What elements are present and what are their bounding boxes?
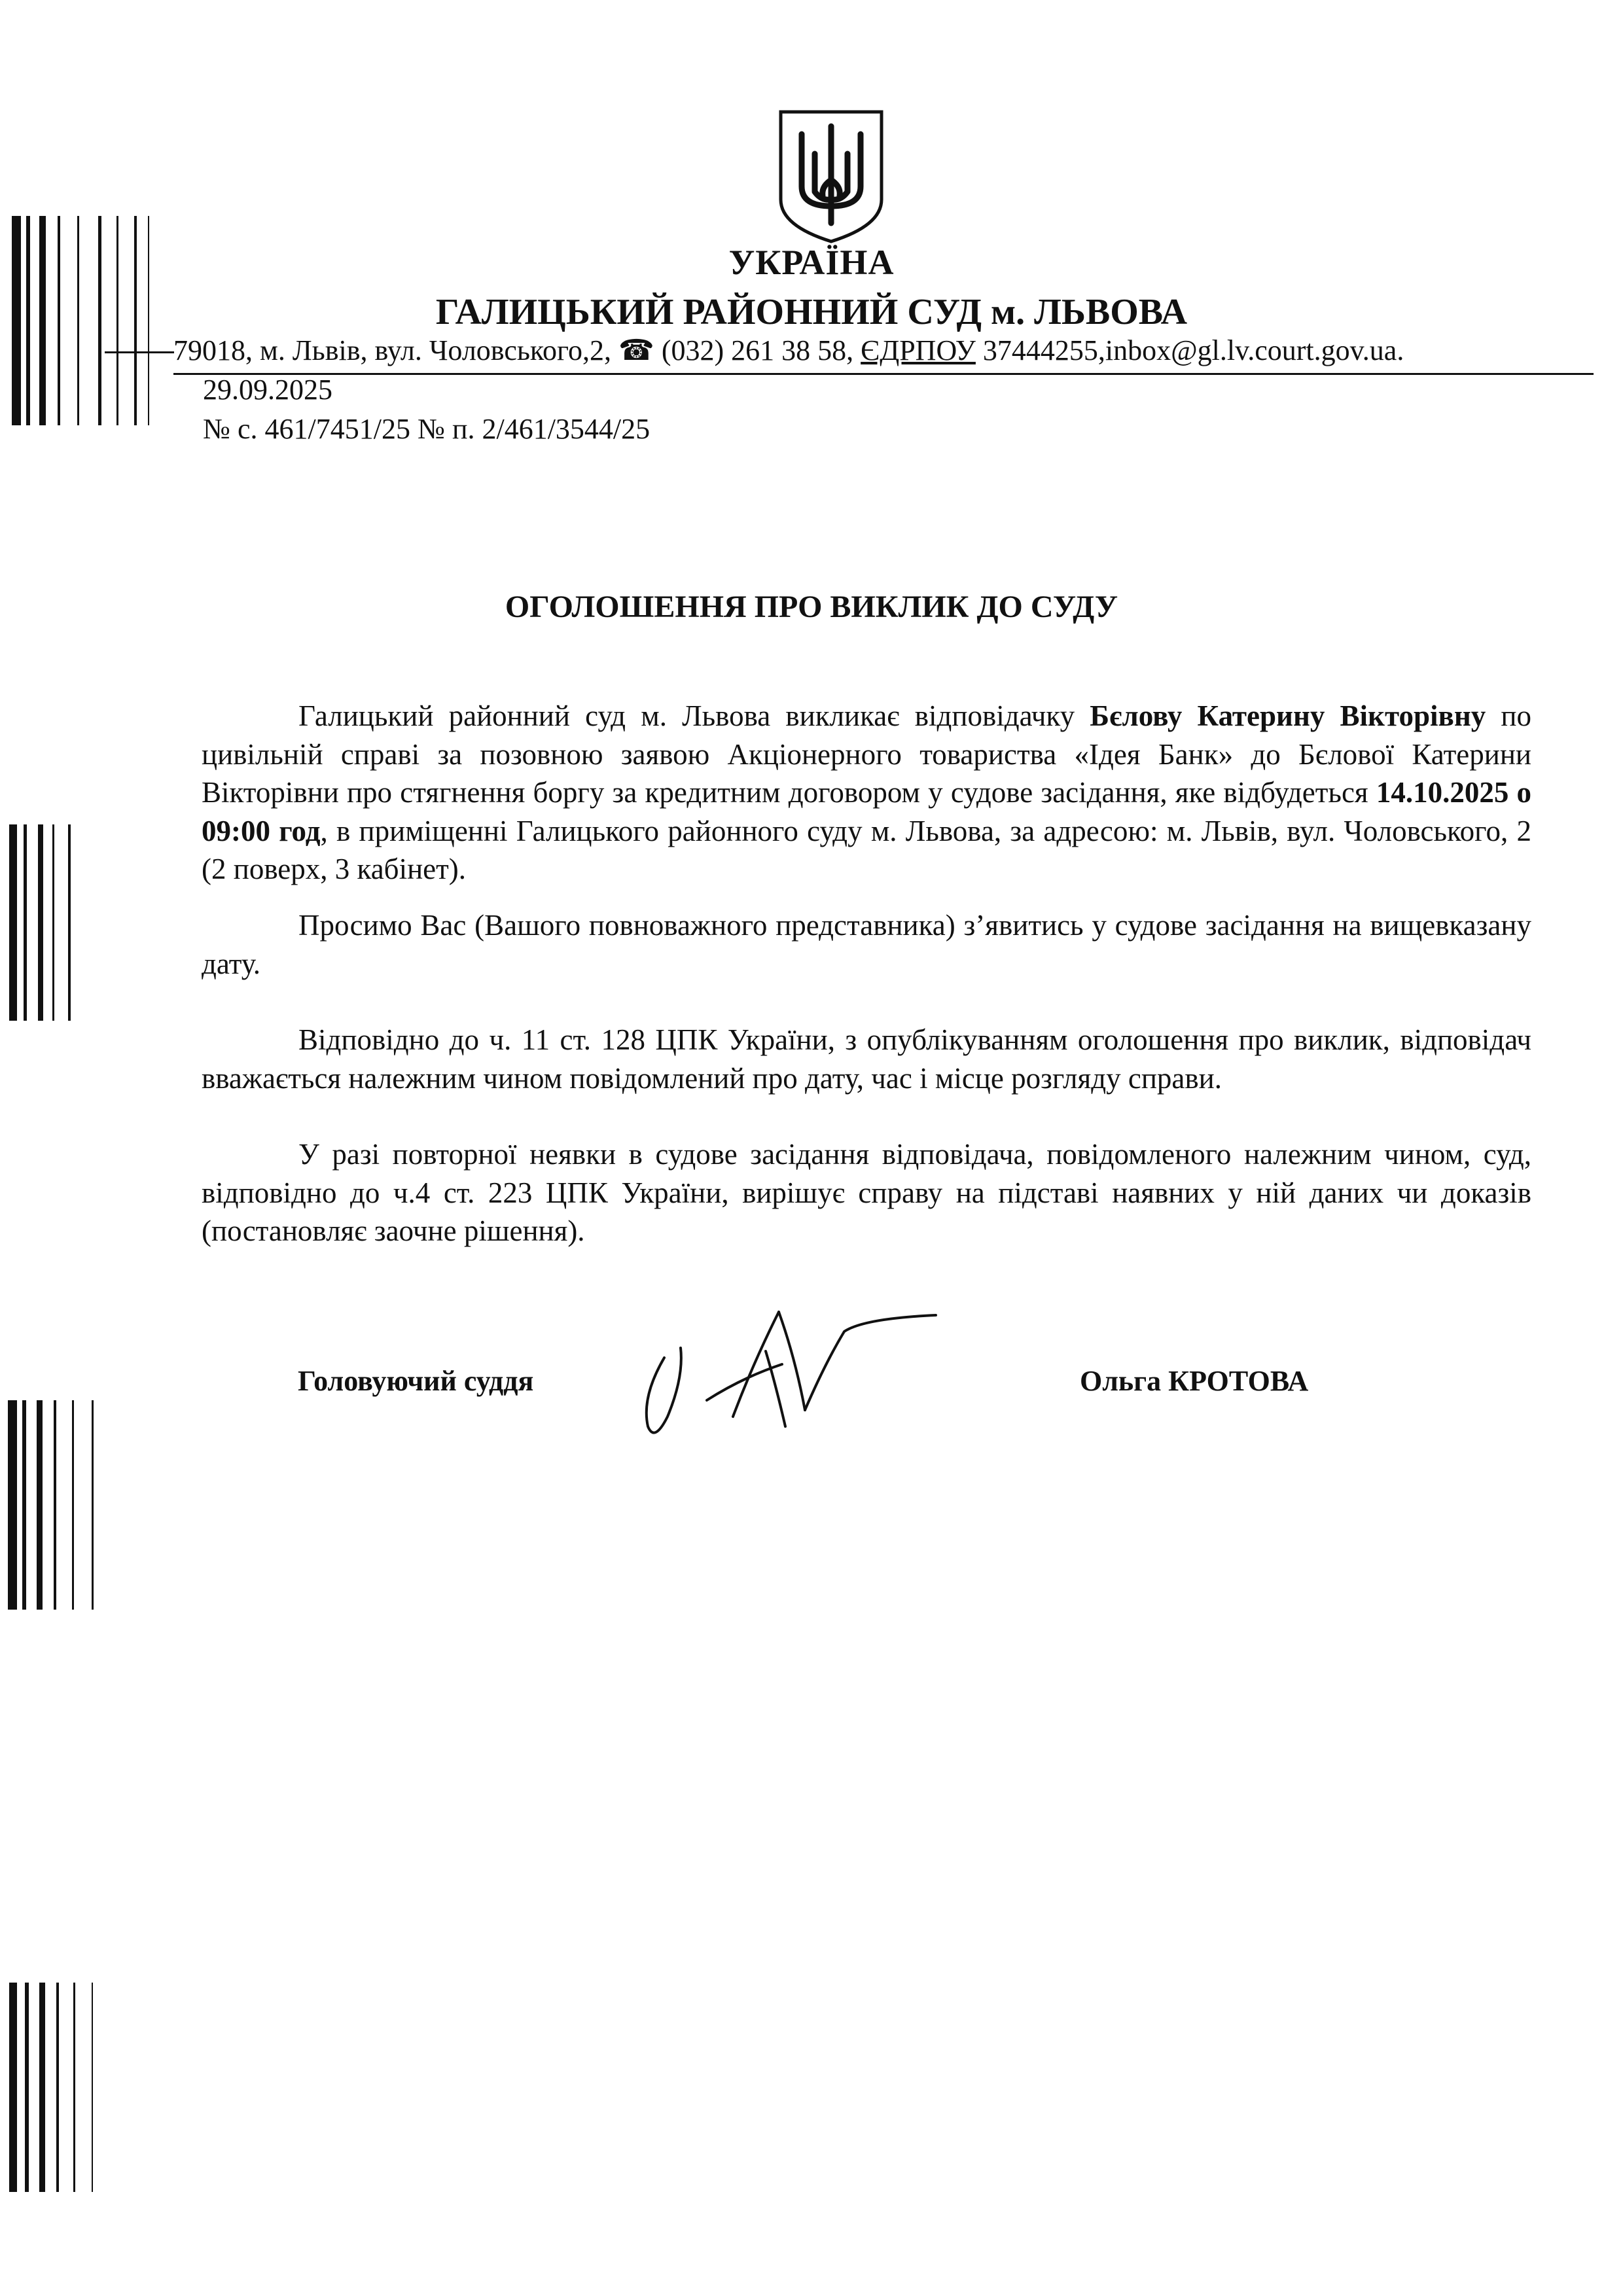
case-number: № с. 461/7451/25 № п. 2/461/3544/25 [203, 413, 651, 445]
country-heading: УКРАЇНА [728, 243, 895, 282]
header-rule [105, 351, 174, 353]
paragraph-default-judgment: У разі повторної неявки в судове засідання відповідача, повідомленого належним чином, суд, відповідно до ч.4 ст. 223 ЦПК України, вирішує справу на підставі наявних у ній даних чи доказів (постановляє заочне рішення). [202, 1138, 1531, 1247]
scan-artifact [0, 824, 164, 1021]
edrpou-label: ЄДРПОУ [861, 334, 976, 366]
paragraph-text: , в приміщенні Галицького районного суду м. Львова, за адресою: м. Львів, вул. Чоловського, 2 (2 поверх, 3 кабінет). [202, 814, 1531, 885]
paragraph-text: по цивільній справі за позовною заявою Акціонерного товариства «Ідея Банк» до Бєлової Катерини Вікторівни про стягнення боргу за кредитним договором у судове засідання, яке відбудеться [202, 699, 1531, 809]
document-date: 29.09.2025 [203, 374, 332, 406]
scan-artifact [0, 1400, 164, 1610]
judge-title: Головуючий суддя [298, 1365, 534, 1397]
phone-icon: ☎ [618, 334, 654, 366]
paragraph-text: Галицький районний суд м. Львова викликає відповідачку [298, 699, 1090, 732]
judge-name: Ольга КРОТОВА [1080, 1365, 1309, 1397]
phone-number: (032) 261 38 58, [661, 334, 861, 366]
paragraph-request: Просимо Вас (Вашого повноважного представника) з’явитись у судове засідання на вищевказану дату. [202, 909, 1531, 980]
court-name: ГАЛИЦЬКИЙ РАЙОННИЙ СУД м. ЛЬВОВА [435, 292, 1188, 332]
paragraph-legal-basis: Відповідно до ч. 11 ст. 128 ЦПК України, з опублікуванням оголошення про виклик, відповідач вважається належним чином повідомлений про дату, час і місце розгляду справи. [202, 1023, 1531, 1095]
defendant-name: Бєлову Катерину Вікторівну [1090, 699, 1486, 732]
document-title: ОГОЛОШЕННЯ ПРО ВИКЛИК ДО СУДУ [505, 590, 1118, 624]
paragraph-summons [202, 697, 1531, 889]
edrpou-and-email: 37444255,inbox@gl.lv.court.gov.ua. [975, 334, 1404, 366]
court-address-line [173, 334, 1594, 375]
address-text: 79018, м. Львів, вул. Чоловського,2, [173, 334, 619, 366]
coat-of-arms-icon [776, 108, 887, 245]
handwritten-signature [628, 1286, 969, 1456]
hearing-datetime: 14.10.2025 о 09:00 год [202, 776, 1531, 847]
scan-artifact [0, 1983, 164, 2192]
